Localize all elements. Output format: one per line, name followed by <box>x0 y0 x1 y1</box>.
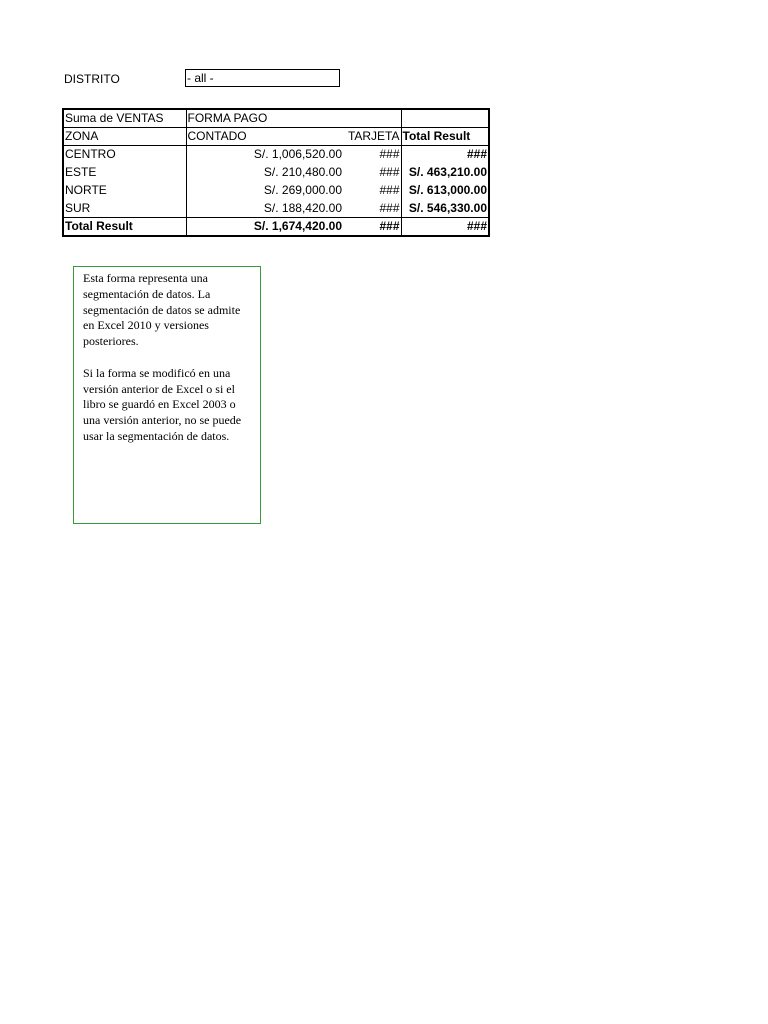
grand-total-label: Total Result <box>63 218 186 237</box>
table-row <box>63 200 489 218</box>
column-field-label[interactable]: FORMA PAGO <box>186 109 343 128</box>
grand-total-total: ### <box>466 219 487 233</box>
row-label: NORTE <box>63 182 186 200</box>
table-row <box>63 146 489 164</box>
row-label: SUR <box>63 200 186 218</box>
table-row <box>63 182 489 200</box>
header-empty-cell <box>401 109 489 128</box>
cell-tarjeta: ### <box>343 182 401 200</box>
measure-label: Suma de VENTAS <box>63 109 186 128</box>
cell-tarjeta: ### <box>343 146 401 164</box>
cell-contado: S/. 1,006,520.00 <box>253 147 342 162</box>
pivot-header-row-2 <box>63 128 489 146</box>
filter-dropdown[interactable]: - all - <box>185 69 340 87</box>
cell-total: S/. 613,000.00 <box>408 183 487 197</box>
grand-total-row <box>63 218 489 237</box>
pivot-table <box>62 108 490 237</box>
cell-contado: S/. 188,420.00 <box>186 200 343 218</box>
grand-total-contado: S/. 1,674,420.00 <box>253 219 342 233</box>
cell-tarjeta: ### <box>343 164 401 182</box>
column-header-contado: CONTADO <box>186 128 343 146</box>
note-paragraph-1: Esta forma representa una segmentación de datos. La segmentación de datos se admite en Excel 2010 y versiones posteriores. <box>83 271 241 349</box>
cell-contado: S/. 210,480.00 <box>263 165 342 179</box>
table-row <box>63 164 489 182</box>
pivot-header-row-1 <box>63 109 489 128</box>
cell-total: ### <box>466 147 487 162</box>
slicer-placeholder-note[interactable] <box>73 266 261 524</box>
cell-contado: S/. 269,000.00 <box>263 183 342 197</box>
header-empty-cell <box>343 109 401 128</box>
filter-label: DISTRITO <box>64 72 120 86</box>
cell-tarjeta: ### <box>343 200 401 218</box>
column-header-tarjeta: TARJETA <box>343 128 401 146</box>
row-field-label[interactable]: ZONA <box>63 128 186 146</box>
row-label: ESTE <box>63 164 186 182</box>
cell-total: S/. 546,330.00 <box>401 200 489 218</box>
row-label: CENTRO <box>63 146 186 164</box>
column-header-total: Total Result <box>401 128 489 146</box>
cell-total: S/. 463,210.00 <box>408 165 487 179</box>
grand-total-tarjeta: ### <box>343 218 401 237</box>
note-paragraph-2: Si la forma se modificó en una versión anterior de Excel o si el libro se guardó en Excel 2003 o una versión anterior, no se puede usar la segmentación de datos. <box>83 365 242 443</box>
